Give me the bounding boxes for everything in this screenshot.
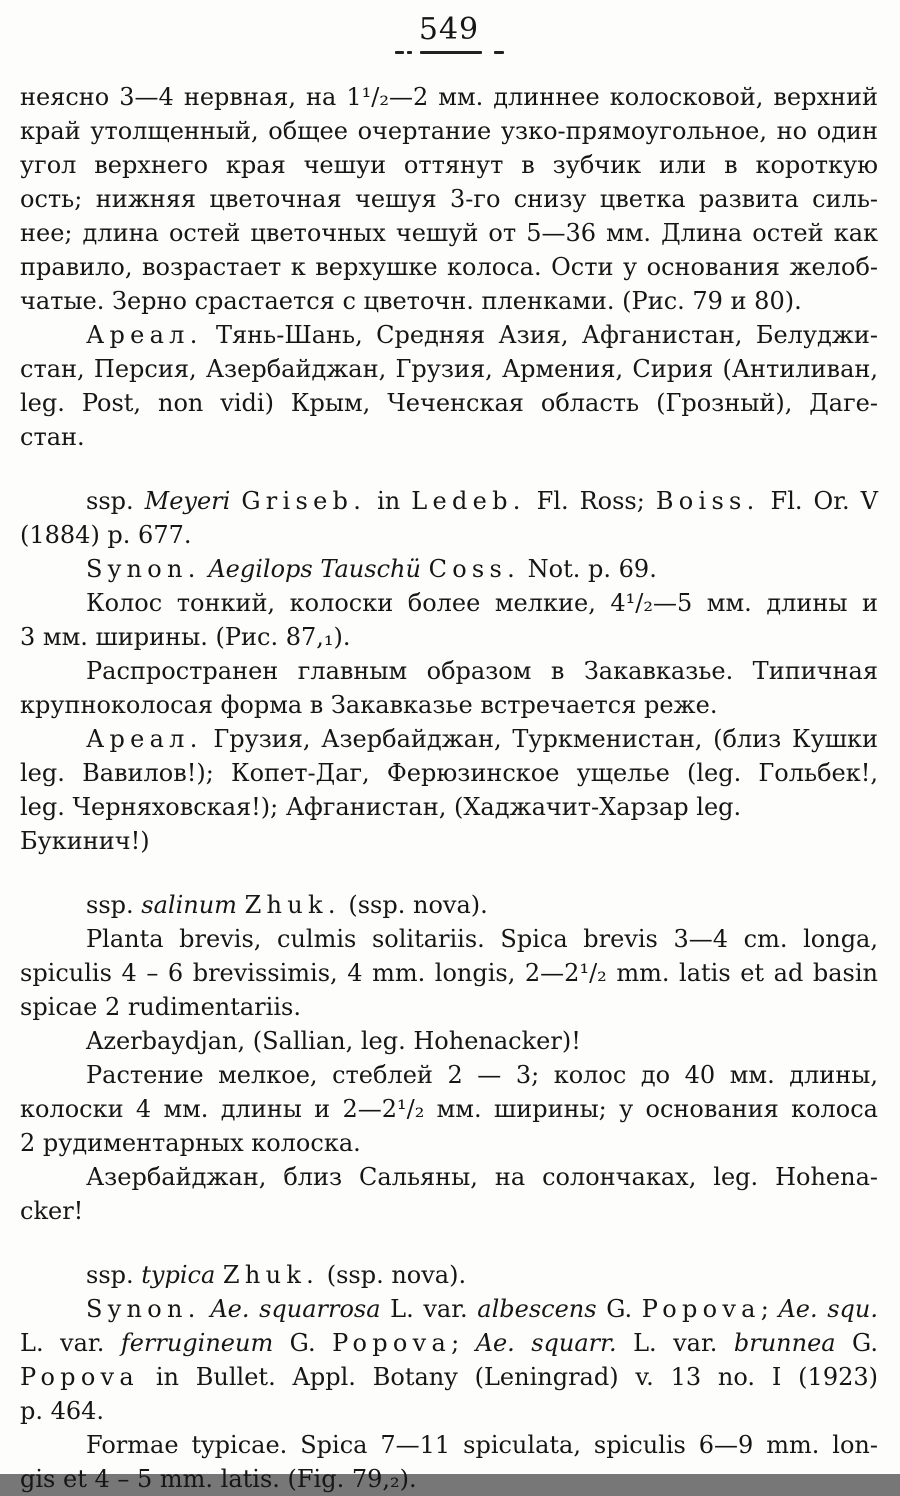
paragraph (20, 1058, 878, 1160)
letterspaced-text: Popova (332, 1329, 452, 1357)
body-text: G. (835, 1329, 879, 1357)
body-text: L. var. (380, 1295, 478, 1323)
text-line (20, 1462, 878, 1496)
body-text: Formae typicae. Spica 7—11 spiculata, spiculis 6—9 mm. lon- (86, 1431, 878, 1459)
letterspaced-text: Griseb. (241, 487, 367, 515)
body-text: (ssp. nova). (340, 891, 488, 919)
body-text (237, 891, 245, 919)
text-line (20, 1058, 878, 1092)
italic-text: salinum (141, 891, 237, 919)
paragraph (20, 722, 878, 858)
body-text: L. var. (20, 1329, 121, 1357)
body-text: Распространен главным образом в Закавказье. Типичная (86, 657, 878, 685)
text-line (20, 80, 878, 114)
body-text: Planta brevis, culmis solitariis. Spica brevis 3—4 cm. longa, (86, 925, 878, 953)
text-line (20, 518, 878, 552)
body-text: правило, возрастает к верхушке колоса. Ости у основания желоб- (20, 253, 878, 281)
body-text (421, 555, 429, 583)
text-line (20, 182, 878, 216)
body-text: leg. Вавилов!); Копет-Даг, Ферюзинское ущелье (leg. Гольбек!, (20, 759, 878, 787)
text-line (20, 1428, 878, 1462)
text-line (20, 1360, 878, 1394)
body-text: in (366, 487, 412, 515)
body-text: неясно 3—4 нервная, на 1¹/₂—2 мм. длиннее колосковой, верхний (20, 83, 878, 111)
text-line (20, 1194, 878, 1228)
body-text (201, 1295, 211, 1323)
text-line (20, 284, 878, 318)
text-line (20, 990, 878, 1024)
text-line (20, 352, 878, 386)
italic-text: typica (141, 1261, 216, 1289)
letterspaced-text: Popova (641, 1295, 761, 1323)
body-text: (1884) p. 677. (20, 521, 192, 549)
body-text: 3 мм. ширины. (Рис. 87,₁). (20, 623, 351, 651)
body-text: ssp. (86, 487, 145, 515)
letterspaced-text: Ареал. (86, 321, 203, 349)
letterspaced-text: Coss. (428, 555, 521, 583)
body-text: Грузия, Азербайджан, Туркменистан, (близ Кушки (202, 725, 878, 753)
body-text: leg. Черняховская!); Афганистан, (Хаджачит-Харзар leg. Букинич!) (20, 793, 742, 855)
text-line (20, 114, 878, 148)
body-text: G. (596, 1295, 642, 1323)
paragraph (20, 552, 878, 586)
paragraph (20, 318, 878, 454)
text-line (20, 956, 878, 990)
body-text: spiculis 4 – 6 brevissimis, 4 mm. longis, 2—2¹/₂ mm. latis et ad basin (20, 959, 878, 987)
text-line (20, 1292, 878, 1326)
text-line (20, 420, 878, 454)
text-line (20, 1258, 878, 1292)
body-text: ssp. (86, 891, 142, 919)
body-text: крупноколосая форма в Закавказье встречается реже. (20, 691, 718, 719)
body-text: ость; нижняя цветочная чешуя 3-го снизу цветка развита силь- (20, 185, 878, 213)
paragraph (20, 586, 878, 654)
letterspaced-text: Zhuk. (244, 891, 341, 919)
italic-text: Ae. squarrosa (210, 1295, 381, 1323)
text-line (20, 790, 878, 858)
body-text: 2 рудиментарных колоска. (20, 1129, 361, 1157)
page-number-underline (20, 48, 878, 56)
text-line (20, 250, 878, 284)
text-line (20, 216, 878, 250)
body-text: Растение мелкое, стеблей 2 — 3; колос до 40 мм. длины, (86, 1061, 878, 1089)
text-line (20, 620, 878, 654)
paragraph (20, 1024, 878, 1058)
italic-text: ferrugineum (120, 1329, 274, 1357)
letterspaced-text: Synon. (86, 555, 201, 583)
body-text: стан, Персия, Азербайджан, Грузия, Армения, Сирия (Антиливан, (20, 355, 878, 383)
paragraph (20, 1428, 878, 1496)
body-text: L. var. (616, 1329, 734, 1357)
italic-text: brunnea (733, 1329, 836, 1357)
letterspaced-text: Synon. (86, 1295, 201, 1323)
body-text: угол верхнего края чешуи оттянут в зубчик или в короткую (20, 151, 878, 179)
body-text: G. (273, 1329, 333, 1357)
body-text (230, 487, 241, 515)
italic-text: Ae. squarr. (475, 1329, 617, 1357)
body-text: in Bullet. Appl. Botany (Leningrad) v. 13 no. I (1923) (139, 1363, 878, 1391)
body-text: чатые. Зерно срастается с цветочн. пленками. (Рис. 79 и 80). (20, 287, 802, 315)
body-text: Azerbaydjan, (Sallian, leg. Hohenacker)! (86, 1027, 581, 1055)
body-text: p. 464. (20, 1397, 105, 1425)
text-line (20, 1126, 878, 1160)
letterspaced-text: Zhuk. (222, 1261, 320, 1289)
body-text: Fl. Or. V (759, 487, 878, 515)
letterspaced-text: Ареал. (86, 725, 203, 753)
text-line (20, 1024, 878, 1058)
text-block (20, 80, 878, 1496)
body-text: колоски 4 мм. длины и 2—2¹/₂ мм. ширины; у основания колоса (20, 1095, 878, 1123)
paragraph (20, 888, 878, 922)
body-text: Тянь-Шань, Средняя Азия, Афганистан, Белуджи- (202, 321, 878, 349)
paragraph (20, 484, 878, 552)
paragraph (20, 80, 878, 318)
paragraph (20, 654, 878, 722)
body-text: Колос тонкий, колоски более мелкие, 4¹/₂—5 мм. длины и (86, 589, 878, 617)
body-text: ssp. (86, 1261, 142, 1289)
text-line (20, 654, 878, 688)
text-line (20, 586, 878, 620)
italic-text: Meyeri (144, 487, 231, 515)
text-line (20, 722, 878, 756)
text-line (20, 318, 878, 352)
body-text: spicae 2 rudimentariis. (20, 993, 301, 1021)
body-text: ; (451, 1329, 476, 1357)
body-text: Fl. Ross; (525, 487, 656, 515)
letterspaced-text: Popova (20, 1363, 139, 1391)
text-line (20, 148, 878, 182)
body-text: (ssp. nova). (319, 1261, 467, 1289)
text-line (20, 1394, 878, 1428)
body-text: стан. (20, 423, 85, 451)
italic-text: Ae. squ. (778, 1295, 879, 1323)
text-line (20, 688, 878, 722)
body-text: Not. p. 69. (520, 555, 657, 583)
body-text: нее; длина остей цветочных чешуй от 5—36 мм. Длина остей как (20, 219, 878, 247)
text-line (20, 922, 878, 956)
body-text (215, 1261, 223, 1289)
body-text: край утолщенный, общее очертание узко-прямоугольное, но один (20, 117, 878, 145)
text-line (20, 1326, 878, 1360)
body-text: leg. Post, non vidi) Крым, Чеченская область (Грозный), Даге- (20, 389, 878, 417)
body-text: gis et 4 – 5 mm. latis. (Fig. 79,₂). (20, 1465, 417, 1493)
paragraph (20, 922, 878, 1024)
body-text: ; (760, 1295, 779, 1323)
text-line (20, 552, 878, 586)
text-line (20, 1160, 878, 1194)
text-line (20, 386, 878, 420)
text-line (20, 484, 878, 518)
paragraph (20, 1258, 878, 1292)
italic-text: albescens (477, 1295, 597, 1323)
letterspaced-text: Ledeb. (411, 487, 526, 515)
body-text: cker! (20, 1197, 84, 1225)
body-text: Азербайджан, близ Сальяны, на солончаках, leg. Hohena- (86, 1163, 878, 1191)
text-line (20, 1092, 878, 1126)
paragraph (20, 1292, 878, 1428)
page-number: 549 (418, 12, 480, 47)
text-line (20, 888, 878, 922)
letterspaced-text: Boiss. (655, 487, 760, 515)
italic-text: Aegilops Tauschü (208, 555, 421, 583)
text-line (20, 756, 878, 790)
paragraph (20, 1160, 878, 1228)
